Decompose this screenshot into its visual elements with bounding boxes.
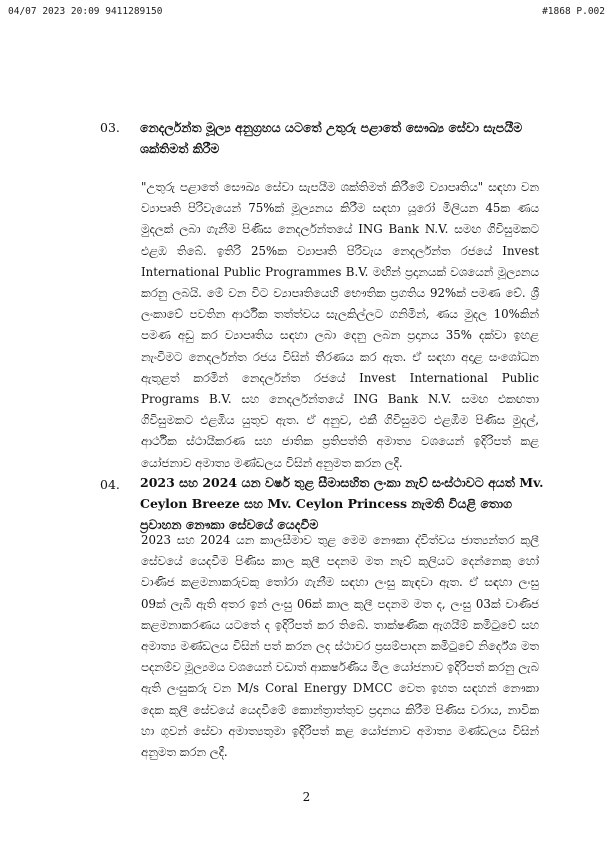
fax-header-right: #1868 P.002 [542,6,605,17]
section-03-body: "උතුරු පළාතේ සෞඛ්‍ය සේවා සැපයීම ශක්තිමත් කිරීමේ ව්‍යාපෘතිය" සඳහා වන ව්‍යාපෘති පිරිවැයෙන් 75%ක් මූල්‍යනය කිරීම සඳහා යූරෝ මිලියන 45ක ණය මුදලක් ලබා ගැනීම පිණිස නෙදර්ලන්තයේ ING Bank N.V. සමඟ ගිවිසුමකට එළඹ තිබේ. ඉතිරි 25%ක ව්‍යාපෘති පිරිවැය නෙදර්ලන්ත රජයේ Invest International Public Programmes B.V. මඟින් ප්‍රදානයක් වශයෙන් මූල්‍යනය කරනු ලබයි. මේ වන විට ව්‍යාපෘතියෙහි භෞතික ප්‍රගතිය 92%ක් පමණ වේ. ශ්‍රී ලංකාවේ පවතින ආර්ථික තත්ත්වය සැලකිල්ලට ගනිමින්, ණය මුදල 10%කින් පමණ අඩු කර ව්‍යාපෘතිය සඳහා ලබා දෙනු ලබන ප්‍රදානය 35% දක්වා ඉහළ නැංවීමට නෙදර්ලන්ත රජය විසින් තීරණය කර ඇත. ඒ සඳහා අදාළ සංශෝධන ඇතුළත් කරමින් නෙදර්ලන්ත රජයේ Invest International Public Programs B.V. සහ නෙදර්ලන්තයේ ING Bank N.V. සමඟ එකඟතා ගිවිසුමකට එළඹිය යුතුව ඇත. ඒ අනුව, එකී ගිවිසුමට එළඹීම පිණිස මුදල්, ආර්ථික ස්ථායීකරණ සහ ජාතික ප්‍රතිපත්ති අමාත්‍ය වශයෙන් ඉදිරිපත් කළ යෝජනාව අමාත්‍ය මණ්ඩලය විසින් අනුමත කරන ලදී. [141,180,539,470]
section-04-number: 04. [100,477,120,492]
section-03-number: 03. [100,120,120,135]
page-number: 2 [302,790,311,804]
section-03-heading: නෙදර්ලන්ත මූල්‍ය අනුග්‍රහය යටතේ උතුරු පළාතේ සෞඛ්‍ය සේවා සැපයීම ශක්තිමත් කිරීම [140,120,523,156]
fax-header-left: 04/07 2023 20:09 9411289150 [8,6,163,17]
fax-header [8,6,605,20]
section-04-heading: 2023 සහ 2024 යන වර්ෂ තුළ සීමාසහිත ලංකා නැව් සංස්ථාවට අයත් Mv. Ceylon Breeze සහ Mv. Ceylon Princess නැමති වියළි තොග ප්‍රවාහන නෞකා සේවයේ යෙදවීම [140,475,544,532]
section-04-body: 2023 සහ 2024 යන කාලසීමාව තුළ මෙම නෞකා ද්විත්වය ජාත්‍යන්තර කුලී සේවයේ යෙදවීම පිණිස කාල කුලී පදනම මත නැව් කුලියට දෙන්නෙකු හෝ වාණිජ කළමනාකරුවකු තෝරා ගැනීම සඳහා ලංසු කැඳවා ඇත. ඒ සඳහා ලංසු 09ක් ලැබී ඇති අතර ඉන් ලංසු 06ක් කාල කුලී පදනම මත ද, ලංසු 03ක් වාණිජ කළමනාකරණය යටතේ ද ඉදිරිපත් කර තිබේ. තාක්ෂණික ඇගයීම් කමිටුවේ සහ අමාත්‍ය මණ්ඩලය විසින් පත් කරන ලද ස්ථාවර ප්‍රසම්පාදන කමිටුවේ නිර්දේශ මත පදනම්ව මූල්‍යමය වශයෙන් වඩාත් ආකර්ෂණීය මිල යෝජනාව ඉදිරිපත් කරනු ලැබ ඇති ලංසුකරු වන M/s Coral Energy DMCC වෙත ඉහත සඳහන් නෞකා දෙක කුලී සේවයේ යෙදවීමේ කොන්ත්‍රාත්තුව ප්‍රදානය කිරීම පිණිස වරාය, නාවික හා ගුවන් සේවා අමාත්‍යතුමා ඉදිරිපත් කළ යෝජනාව අමාත්‍ය මණ්ඩලය විසින් අනුමත කරන ලදී. [141,533,539,760]
